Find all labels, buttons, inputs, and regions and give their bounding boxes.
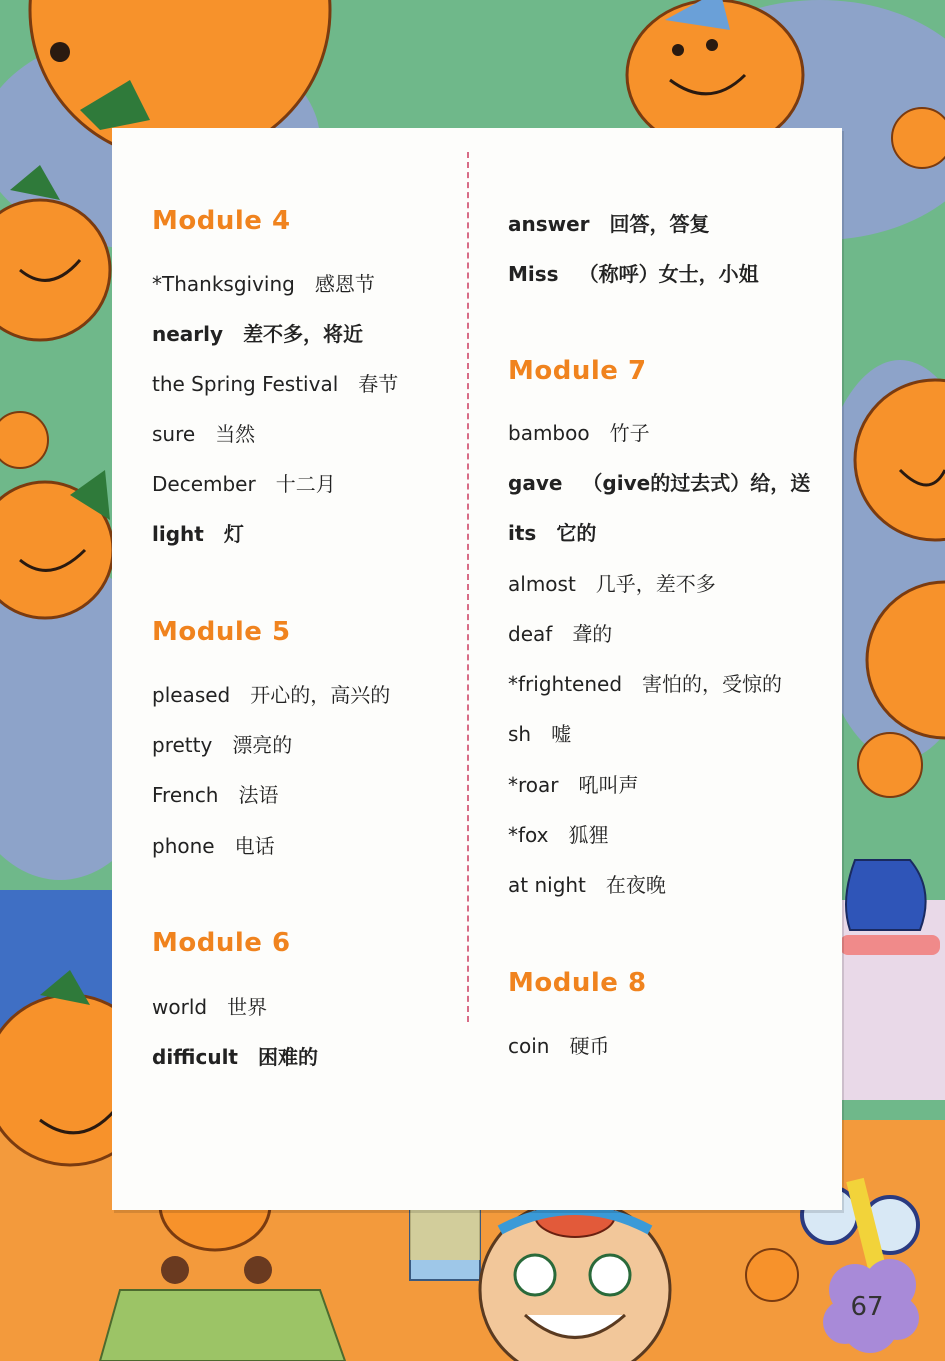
entry-en: *frightened [508, 672, 623, 696]
vocab-entry [508, 668, 782, 697]
vocab-entry [152, 679, 390, 708]
pumpkin-small-bottom-right [746, 1249, 798, 1301]
entry-en: difficult [152, 1045, 238, 1069]
vocab-entry [508, 618, 612, 647]
entry-en: sure [152, 422, 196, 446]
entry-zh: 开心的，高兴的 [250, 683, 391, 707]
entry-en: the Spring Festival [152, 372, 339, 396]
vocab-entry [152, 830, 275, 859]
vocab-entry [508, 467, 810, 496]
picnic-mat [100, 1290, 345, 1361]
vocab-entry [508, 417, 650, 446]
pumpkin-left-small [0, 412, 48, 468]
entry-en: Miss [508, 262, 559, 286]
vocab-entry [152, 991, 267, 1020]
vocab-entry [508, 568, 716, 597]
entry-zh: 感恩节 [314, 272, 375, 296]
entry-en: bamboo [508, 421, 590, 445]
column-divider [467, 152, 469, 1022]
entry-zh: 聋的 [572, 622, 613, 646]
entry-zh: 十二月 [275, 472, 336, 496]
vocab-entry [152, 318, 363, 347]
entry-en: phone [152, 834, 215, 858]
vocab-entry [508, 208, 710, 237]
pumpkin-left-lower [0, 470, 113, 618]
entry-en: *roar [508, 773, 559, 797]
entry-zh: 回答，答复 [609, 212, 710, 236]
entry-en: coin [508, 1034, 550, 1058]
module-8-title: Module 8 [508, 968, 647, 998]
entry-zh: 嘘 [551, 722, 572, 746]
entry-zh: 灯 [223, 522, 244, 546]
vocab-entry [152, 418, 255, 447]
entry-zh: 几乎，差不多 [595, 572, 716, 596]
entry-zh: 差不多，将近 [243, 322, 364, 346]
entry-zh: 困难的 [258, 1045, 318, 1069]
entry-en: at night [508, 873, 586, 897]
entry-zh: （give的过去式）给，送 [582, 471, 811, 495]
pumpkin-right-face [858, 733, 922, 797]
entry-zh: 它的 [556, 521, 597, 545]
entry-en: almost [508, 572, 576, 596]
pumpkin-right-small [892, 108, 945, 168]
entry-en: its [508, 521, 537, 545]
vocab-entry [508, 1030, 609, 1059]
entry-zh: 法语 [238, 783, 279, 807]
entry-zh: 竹子 [609, 421, 650, 445]
module-5-title: Module 5 [152, 617, 291, 647]
entry-zh: （称呼）女士，小姐 [578, 262, 759, 286]
vocab-entry [508, 869, 666, 898]
vocab-entry [152, 1041, 318, 1070]
vocab-entry [152, 268, 375, 297]
module-7-title: Module 7 [508, 356, 647, 386]
entry-en: pleased [152, 683, 231, 707]
page-number: 67 [850, 1292, 884, 1322]
vocab-entry [508, 718, 571, 747]
module-4-title: Module 4 [152, 206, 291, 236]
entry-zh: 吼叫声 [578, 773, 639, 797]
entry-en: December [152, 472, 256, 496]
entry-zh: 硬币 [569, 1034, 610, 1058]
entry-en: answer [508, 212, 590, 236]
vocab-entry [152, 468, 336, 497]
entry-zh: 世界 [227, 995, 268, 1019]
vocab-entry [508, 517, 596, 546]
entry-zh: 电话 [234, 834, 275, 858]
module-6-title: Module 6 [152, 928, 291, 958]
entry-zh: 当然 [215, 422, 256, 446]
entry-en: world [152, 995, 208, 1019]
vocab-entry [152, 368, 398, 397]
vocab-entry [508, 258, 759, 287]
entry-zh: 春节 [358, 372, 399, 396]
page-number-badge [828, 1272, 906, 1342]
entry-en: nearly [152, 322, 224, 346]
entry-en: *fox [508, 823, 549, 847]
vocab-entry [152, 729, 292, 758]
vocab-entry [152, 518, 244, 547]
entry-en: deaf [508, 622, 553, 646]
entry-en: gave [508, 471, 563, 495]
entry-en: sh [508, 722, 532, 746]
entry-en: French [152, 783, 219, 807]
entry-zh: 漂亮的 [232, 733, 293, 757]
entry-en: *Thanksgiving [152, 272, 295, 296]
vocab-entry [508, 769, 639, 798]
vocab-entry [508, 819, 609, 848]
vocab-entry [152, 779, 278, 808]
entry-zh: 害怕的，受惊的 [642, 672, 783, 696]
entry-zh: 在夜晚 [605, 873, 666, 897]
entry-en: pretty [152, 733, 213, 757]
entry-en: light [152, 522, 204, 546]
entry-zh: 狐狸 [568, 823, 609, 847]
vocabulary-card [112, 128, 842, 1210]
